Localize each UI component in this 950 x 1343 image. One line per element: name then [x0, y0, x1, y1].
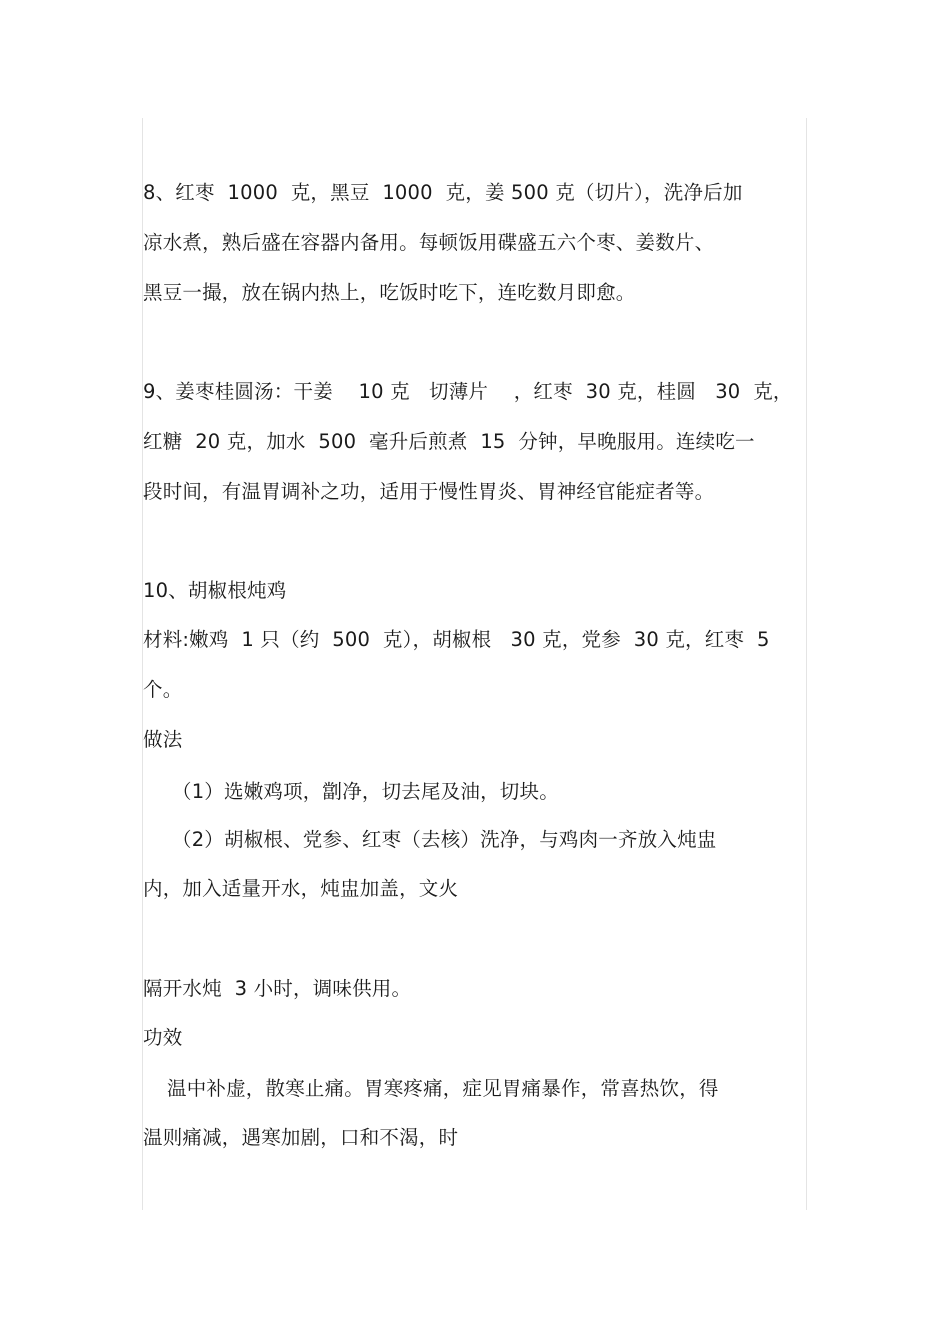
- effect-line2: 温则痛减，遇寒加剧，口和不渴，时: [143, 1126, 459, 1149]
- method-heading: 做法: [143, 728, 183, 751]
- recipe8-line1: 8、红枣 1000 克，黑豆 1000 克，姜 500 克（切片），洗净后加: [143, 181, 743, 204]
- effect-heading: 功效: [143, 1026, 183, 1049]
- recipe10-materials-line1: 材料:嫩鸡 1 只（约 500 克），胡椒根 30 克，党参 30 克，红枣 5: [143, 628, 770, 651]
- recipe8-line3: 黑豆一撮，放在锅内热上，吃饭时吃下，连吃数月即愈。: [143, 281, 636, 304]
- right-margin-rule: [806, 118, 807, 1210]
- recipe9-line1: 9、姜枣桂圆汤：干姜 10 克 切薄片 ，红枣 30 克，桂圆 30 克，: [143, 380, 793, 403]
- recipe9-line3: 段时间，有温胃调补之功，适用于慢性胃炎、胃神经官能症者等。: [143, 480, 715, 503]
- recipe9-line2: 红糖 20 克，加水 500 毫升后煎煮 15 分钟，早晚服用。连续吃一: [143, 430, 755, 453]
- recipe10-materials-line2: 个。: [143, 678, 183, 701]
- method-step2-line2: 内，加入适量开水，炖盅加盖，文火: [143, 877, 459, 900]
- method-step2-line1: （2）胡椒根、党参、红枣（去核）洗净，与鸡肉一齐放入炖盅: [172, 828, 717, 851]
- method-step2-line3: 隔开水炖 3 小时，调味供用。: [143, 977, 412, 1000]
- recipe10-title: 10、胡椒根炖鸡: [143, 579, 287, 602]
- effect-line1: 温中补虚，散寒止痛。胃寒疼痛，症见胃痛暴作，常喜热饮，得: [167, 1077, 719, 1100]
- method-step1: （1）选嫩鸡项，劏净，切去尾及油，切块。: [172, 780, 559, 803]
- recipe8-line2: 凉水煮，熟后盛在容器内备用。每顿饭用碟盛五六个枣、姜数片、: [143, 231, 715, 254]
